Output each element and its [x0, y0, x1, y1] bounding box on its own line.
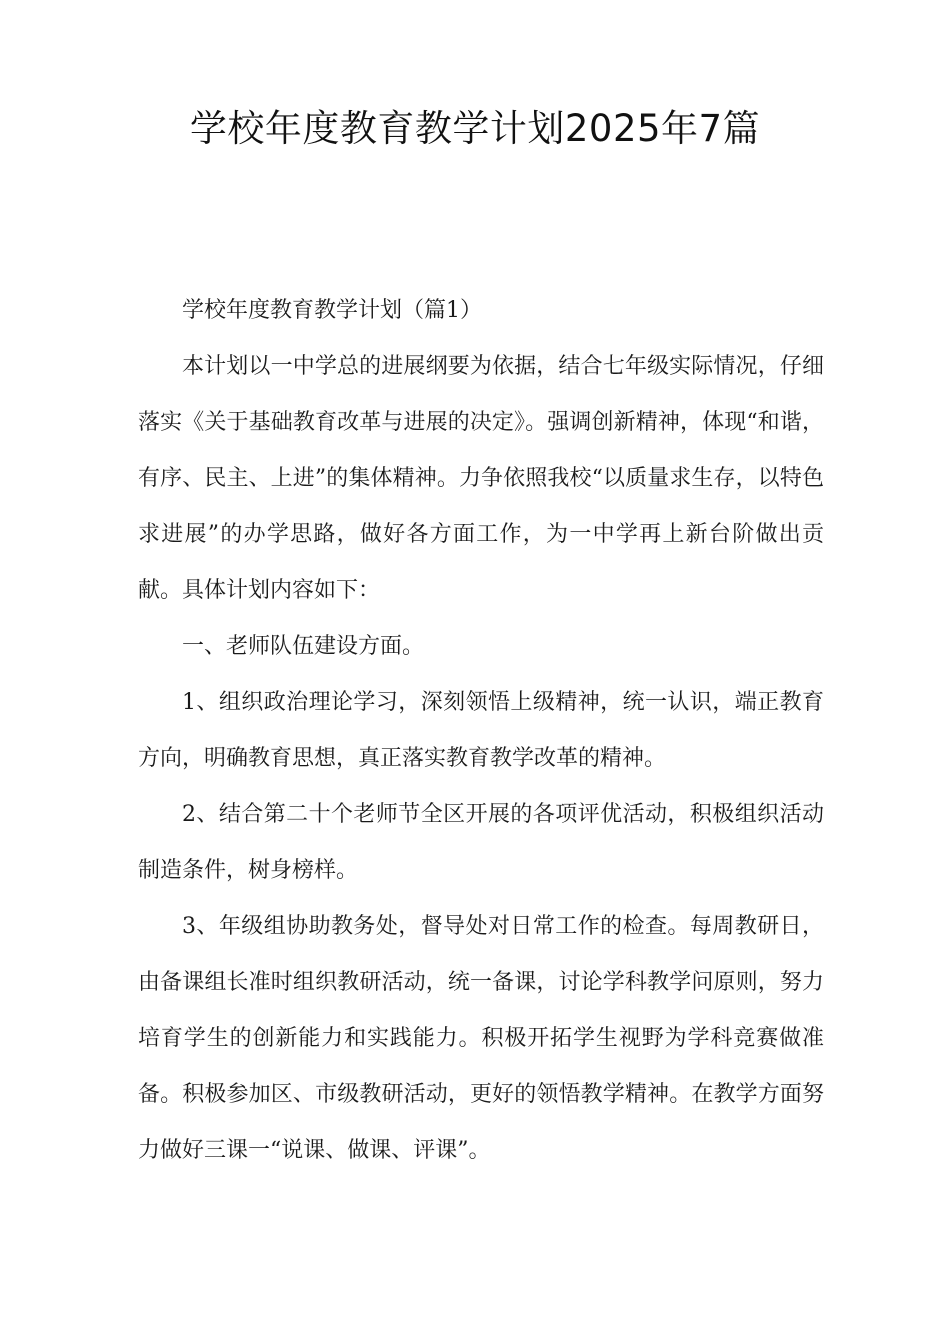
section-heading-part-1: 学校年度教育教学计划（篇1）: [182, 298, 482, 323]
document-body: [138, 283, 824, 1179]
intro-paragraph: 本计划以一中学总的进展纲要为依据，结合七年级实际情况，仔细落实《关于基础教育改革与进展的决定》。强调创新精神，体现“和谐，有序、民主、上进”的集体精神。力争依照我校“以质量求生存，以特色求进展”的办学思路，做好各方面工作，为一中学再上新台阶做出贡献。具体计划内容如下：: [138, 354, 824, 603]
document-title: 学校年度教育教学计划2025年7篇: [189, 107, 761, 150]
list-item-2: 2、结合第二十个老师节全区开展的各项评优活动，积极组织活动制造条件，树身榜样。: [138, 802, 824, 883]
section-heading-teacher-team: 一、老师队伍建设方面。: [182, 634, 425, 659]
list-item-1: 1、组织政治理论学习，深刻领悟上级精神，统一认识，端正教育方向，明确教育思想，真正落实教育教学改革的精神。: [138, 690, 824, 771]
list-item-3: 3、年级组协助教务处，督导处对日常工作的检查。每周教研日，由备课组长准时组织教研活动，统一备课，讨论学科教学问原则，努力培育学生的创新能力和实践能力。积极开拓学生视野为学科竞赛做准备。积极参加区、市级教研活动，更好的领悟教学精神。在教学方面努力做好三课一“说课、做课、评课”。: [138, 914, 824, 1163]
